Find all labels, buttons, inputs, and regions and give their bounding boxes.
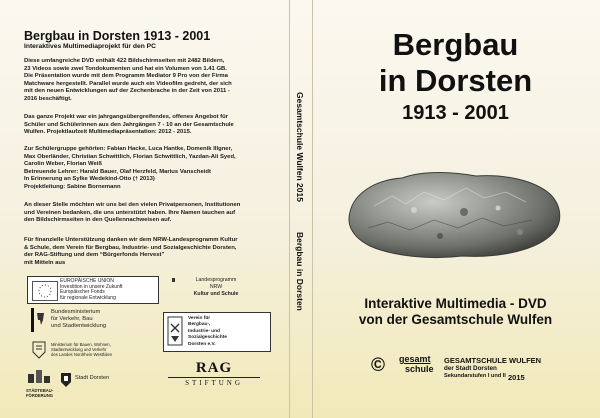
bundesministerium-logo: Bundesministerium für Verkehr, Bau und Stadtentwicklung (27, 307, 157, 335)
spine-upper-text: Gesamtschule Wulfen 2015 (295, 92, 305, 202)
back-cover (0, 0, 289, 418)
front-year: 2015 (508, 373, 525, 382)
front-subtitle-line1: Interaktive Multimedia - DVD (364, 296, 547, 311)
verein-logo: Verein für Bergbau-, Industrie- und Sozialgeschichte Dorsten e.V. (163, 312, 271, 352)
mining-emblem-icon (167, 316, 183, 346)
front-title-line2: in Dorsten (378, 63, 533, 98)
project-paragraph: Das ganze Projekt war ein jahrgangsübergreifendes, offenes Angebot für Schüler und Schülerinnen aus den Jahrgängen 7 - 10 an der Gesamtschule Wulfen. Projektlaufzeit Multimediapräsentation: 2012 - 2015. (24, 114, 234, 136)
school-info: GESAMTSCHULE WULFEN der Stadt Dorsten Sekundarstufen I und II (444, 356, 542, 379)
rag-stiftung-logo: RAG STIFTUNG (168, 360, 260, 388)
front-subtitle-line2: von der Gesamtschule Wulfen (358, 312, 553, 327)
spine (289, 0, 313, 418)
stadtebau-logo: STÄDTEBAU- FÖRDERUNG (26, 368, 56, 398)
team-paragraph: Zur Schülergruppe gehörten: Fabian Hacke, Luca Hantke, Domenik Illgner, Max Oberländer, Christian Schwittlich, Florian Schwittlich, Yazdan-Ali Syed, Carolin Weber, Florian Weiß Betreuende Lehrer: Harald Bauer, Olaf Herzfeld, Marius Vanscheidt In Erinnerung an Sylke Wedekind-Otto († 2013) Projektleitung: Sabine Bornemann (24, 146, 236, 190)
front-cover (311, 0, 600, 418)
front-title-line1: Bergbau (392, 27, 519, 62)
spine-lower-text: Bergbau in Dorsten (295, 232, 305, 311)
gesamtschule-logo: gesamt schule (399, 354, 434, 374)
dorsten-crest-icon (60, 372, 72, 388)
nrw-logo: Landesprogramm NRW Kultur und Schule (172, 277, 262, 305)
description-paragraph: Diese umfangreiche DVD enthält 422 Bildschirmseiten mit 2482 Bildern, 23 Videos sowie zwei Tondokumenten und hat ein Volumen von 1.41 GB. Die Präsentation wurde mit dem Programm Mediator 9 Pro von der Firma Matchware hergestellt. Parallel wurde auch ein Videofilm gedreht, der sich mit den neuen Entwicklungen auf der Zechenbrache in der Zeit von 2011 - 2016 beschäftigt. (24, 58, 232, 102)
ministry-emblem-icon (31, 340, 47, 360)
back-subtitle: Interaktives Multimediaprojekt für den PC (24, 43, 156, 50)
ministerium-nrw-logo: Ministerium für Bauen, Wohnen, Stadtentwicklung und Verkehr des Landes Nordrhein-Westfalen (27, 340, 157, 362)
thanks-paragraph: An dieser Stelle möchten wir uns bei den vielen Privatpersonen, Institutionen und Vereinen bedanken, die uns unterstützt haben. Ihre Namen tauchen auf den Bildschirmseiten in den Quellennachweisen auf. (24, 202, 241, 224)
stadt-dorsten-logo: Stadt Dorsten (60, 372, 130, 394)
front-years: 1913 - 2001 (402, 102, 509, 124)
back-title: Bergbau in Dorsten 1913 - 2001 (24, 29, 211, 43)
copyright-symbol: © (371, 355, 385, 376)
funding-paragraph: Für finanzielle Unterstützung danken wir dem NRW-Landesprogramm Kultur & Schule, dem Verein für Bergbau, Industrie- und Sozialgeschichte Dorsten, der RAG-Stiftung und dem “Bürgerfonds Hervest” mit Mitteln aus (24, 237, 238, 266)
eagle-icon (31, 308, 47, 332)
eu-logo: EUROPÄISCHE UNION Investition in unsere Zukunft Europäischer Fonds für regionale Entwicklung (27, 276, 159, 304)
eu-flag-icon (32, 281, 58, 301)
coal-rock-image (344, 166, 566, 262)
